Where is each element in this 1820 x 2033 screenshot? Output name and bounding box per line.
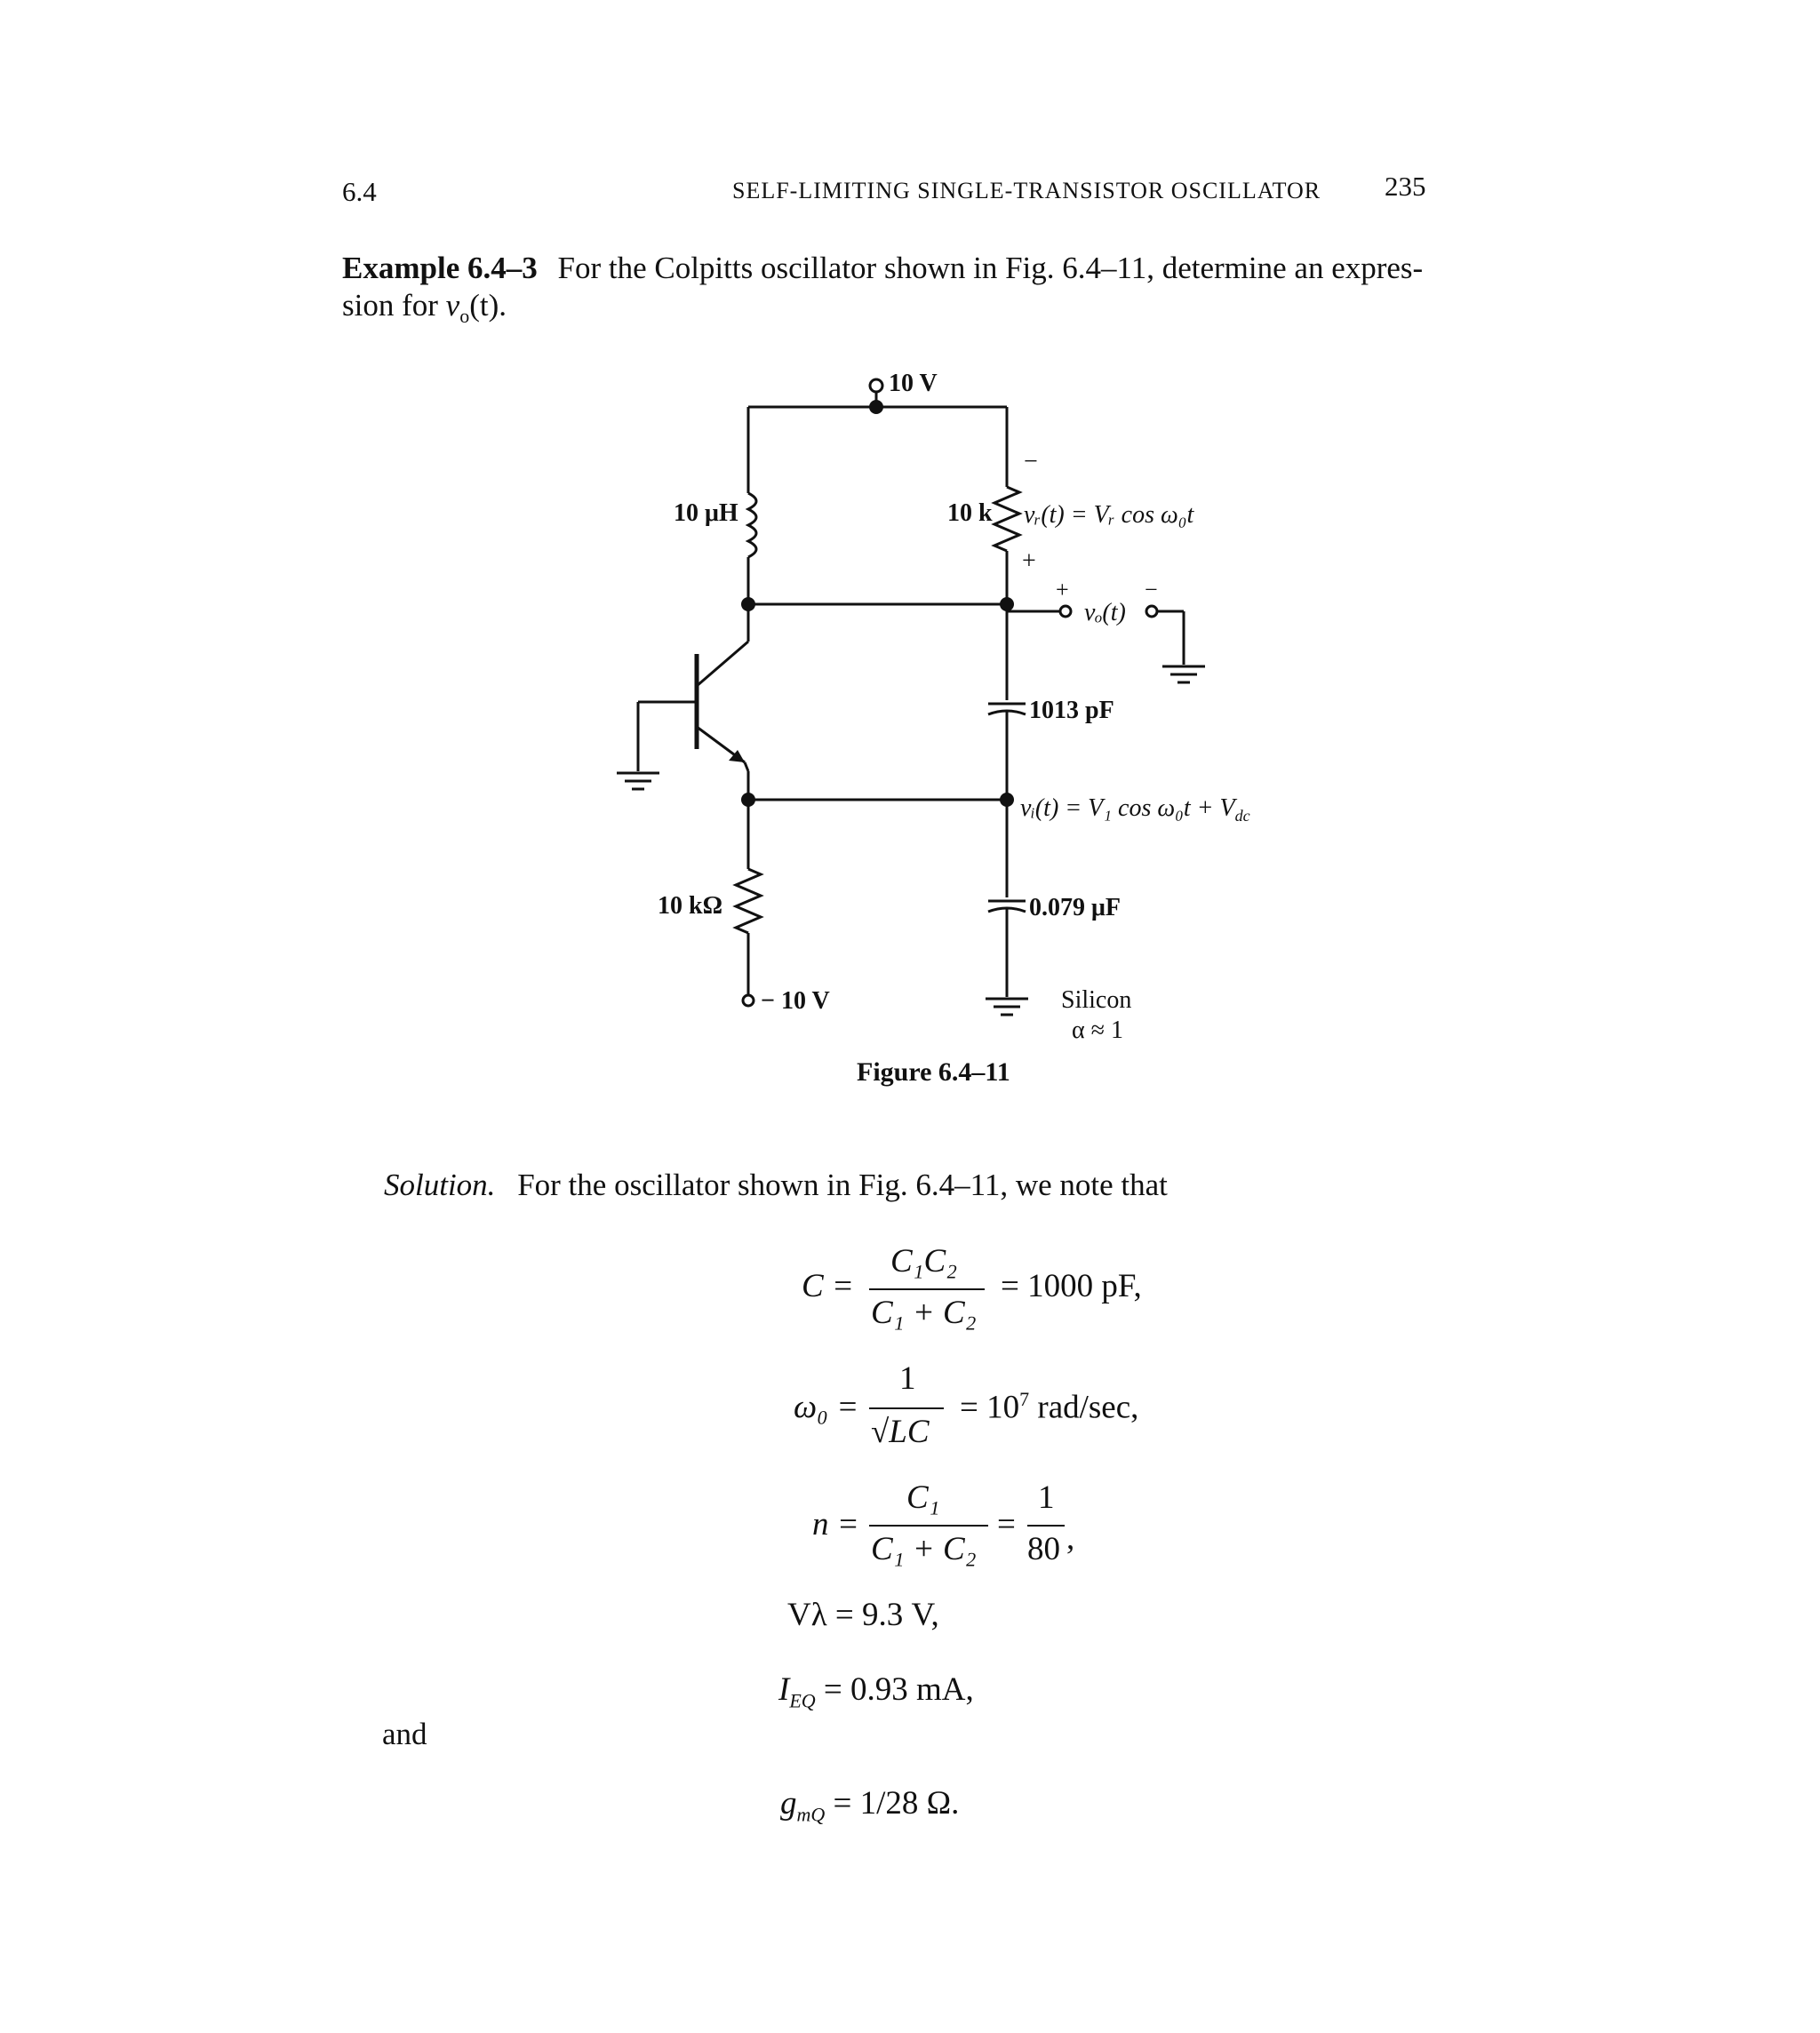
label-supply-bottom: − 10 V (761, 987, 830, 1015)
eq-w-lhs: ω₀ = (794, 1389, 859, 1425)
emitter-lead (745, 762, 748, 771)
solution-text: For the oscillator shown in Fig. 6.4–11, we note that (517, 1168, 1168, 1202)
label-collector-resistor: 10 k (947, 499, 993, 527)
example-text-2-end: (t). (469, 288, 507, 323)
node-collector-left (741, 597, 755, 611)
label-vr: vᵣ(t) = Vᵣ cos ω₀t (1024, 501, 1194, 529)
running-title: SELF-LIMITING SINGLE-TRANSISTOR OSCILLATOR (732, 178, 1321, 203)
label-supply-top: 10 V (889, 370, 938, 397)
eq-n-num: C₁ (906, 1479, 940, 1516)
transistor-collector (697, 642, 748, 686)
solution-line (384, 1168, 1168, 1203)
eq-c-den: C₁ + C₂ (871, 1295, 977, 1331)
supply-terminal-bottom (743, 995, 754, 1006)
eq-c-rhs: = 1000 pF, (1001, 1268, 1142, 1304)
label-vr-plus: + (1022, 547, 1036, 575)
node-emitter-right (1000, 793, 1014, 807)
label-vi: vᵢ(t) = V₁ $\cos \omega_0t + V_{dc}$ (1020, 794, 1250, 825)
eq-n-comma: , (1066, 1520, 1075, 1557)
label-alpha: α ≈ 1 (1072, 1016, 1124, 1044)
eq-n-num2: 1 (1038, 1479, 1055, 1516)
collector-resistor (994, 487, 1019, 551)
eq-gmq: $g_{mQ} = 1/28$ Ω. (780, 1785, 960, 1826)
output-terminal-plus (1060, 606, 1071, 617)
label-vo: vₒ(t) (1084, 599, 1126, 626)
section-number: 6.4 (342, 176, 377, 207)
label-inductor: 10 μH (674, 499, 738, 527)
supply-terminal-top (870, 379, 882, 392)
eq-ieq: $I_{EQ} = 0.93$ mA, (778, 1671, 974, 1712)
vo-var: v (445, 288, 460, 323)
label-cap1: 1013 pF (1029, 697, 1114, 724)
eq-w-den: √LC (871, 1414, 930, 1450)
eq-n-lhs: n = (812, 1506, 859, 1543)
label-silicon: Silicon (1061, 986, 1132, 1014)
example-text-1: For the Colpitts oscillator shown in Fig. 6.4–11, determine an expres- (557, 251, 1424, 285)
label-vr-minus: − (1024, 448, 1038, 475)
eq-c-num: C₁C₂ (890, 1243, 958, 1280)
example-text-2: sion for (342, 288, 446, 323)
node-collector-right (1000, 597, 1014, 611)
example-label: Example 6.4–3 (342, 251, 538, 285)
output-terminal-minus (1146, 606, 1157, 617)
eq-n-fraction-line-2 (1027, 1525, 1065, 1527)
label-vo-plus: + (1056, 577, 1069, 602)
eq-w-num: 1 (899, 1360, 916, 1397)
figure-caption: Figure 6.4–11 (857, 1057, 1010, 1087)
vo-sub: o (459, 305, 470, 327)
eq-n-den: C₁ + C₂ (871, 1531, 977, 1567)
eq-w-fraction-line (869, 1407, 944, 1409)
label-vo-minus: − (1145, 577, 1158, 602)
eq-vlambda: Vλ = 9.3 V, (787, 1597, 939, 1633)
node-top (869, 400, 883, 414)
label-cap2: 0.079 μF (1029, 894, 1121, 921)
inductor-coil (748, 493, 756, 557)
eq-c-lhs: C = (802, 1268, 854, 1304)
eq-n-fraction-line (869, 1525, 988, 1527)
emitter-resistor (736, 869, 761, 933)
node-emitter-left (741, 793, 755, 807)
and-text: and (382, 1717, 427, 1751)
eq-c-fraction-line (869, 1288, 985, 1290)
label-emitter-resistor: 10 kΩ (658, 892, 722, 920)
solution-label: Solution. (384, 1168, 496, 1202)
eq-w-rhs: = $10^7$ rad/sec, (960, 1388, 1139, 1426)
eq-n-eq: = (997, 1506, 1016, 1543)
eq-n-den2: 80 (1027, 1531, 1060, 1567)
page-number: 235 (1385, 171, 1426, 202)
